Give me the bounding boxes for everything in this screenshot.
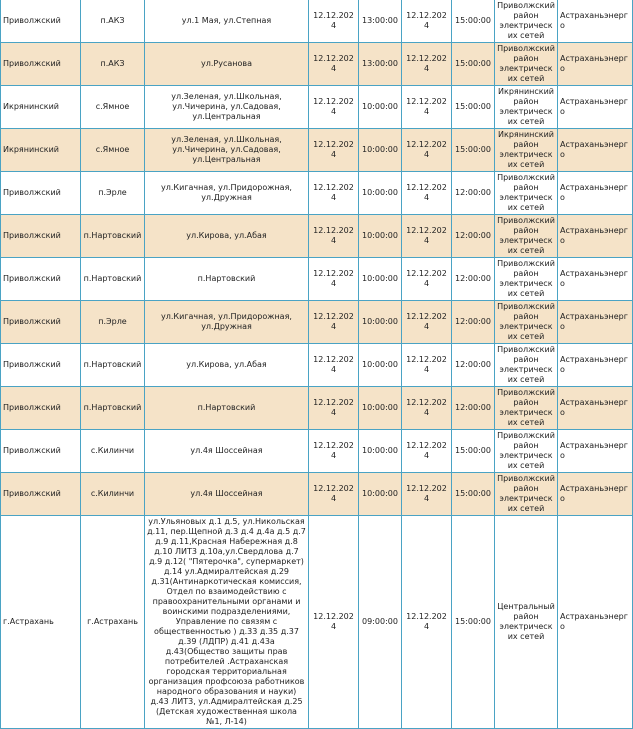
table-row (1, 301, 633, 344)
cell-district: Икрянинский (1, 129, 81, 172)
cell-date-end: 12.12.2024 (402, 172, 452, 215)
cell-company: Астраханьэнерго (558, 344, 633, 387)
cell-streets: ул.Русанова (145, 43, 309, 86)
cell-date-start: 12.12.2024 (309, 344, 359, 387)
cell-time-end: 15:00:00 (452, 129, 495, 172)
cell-time-start: 10:00:00 (359, 387, 402, 430)
cell-company: Астраханьэнерго (558, 43, 633, 86)
cell-time-start: 10:00:00 (359, 172, 402, 215)
cell-network: Приволжский район электрических сетей (495, 473, 558, 516)
cell-streets: ул.4я Шоссейная (145, 430, 309, 473)
cell-time-end: 15:00:00 (452, 0, 495, 43)
cell-network: Приволжский район электрических сетей (495, 258, 558, 301)
cell-company: Астраханьэнерго (558, 172, 633, 215)
cell-date-start: 12.12.2024 (309, 473, 359, 516)
cell-company: Астраханьэнерго (558, 215, 633, 258)
cell-streets: ул.Ульяновых д.1 д.5, ул.Никольская д.11, пер.Щепной д.3 д.4 д.4а д.5 д.7 д.9 д.11,Красная Набережная д.8 д.10 ЛИТ3 д.10а,ул.Свердлова д.7 д.9 д.12( "Пятерочка", супермаркет) д.14 ул.Адмиралтейская д.29 д.31(Антинаркотическая комиссия, Отдел по взаимодействию с правоохранительными органами и воинскими подразделениями, Управление по связям с общественностью ) д.33 д.35 д.37 д.39 (ЛДПР) д.41 д.43а д.43(Общество защиты прав потребителей .Астраханская городская территориальная организация профсоюза работников народного образования и науки) д.43 ЛИТ3, ул.Адмиралтейская д.25 (Детская художественная школа №1, Л-14) (145, 516, 309, 729)
cell-date-end: 12.12.2024 (402, 86, 452, 129)
table-row (1, 43, 633, 86)
cell-date-end: 12.12.2024 (402, 258, 452, 301)
cell-time-start: 13:00:00 (359, 43, 402, 86)
table-row (1, 430, 633, 473)
cell-date-end: 12.12.2024 (402, 516, 452, 729)
cell-company: Астраханьэнерго (558, 258, 633, 301)
cell-time-start: 10:00:00 (359, 344, 402, 387)
table-row (1, 129, 633, 172)
table-row (1, 516, 633, 729)
cell-company: Астраханьэнерго (558, 473, 633, 516)
cell-date-end: 12.12.2024 (402, 0, 452, 43)
cell-date-start: 12.12.2024 (309, 86, 359, 129)
cell-company: Астраханьэнерго (558, 129, 633, 172)
cell-district: Приволжский (1, 0, 81, 43)
cell-network: Приволжский район электрических сетей (495, 172, 558, 215)
cell-district: Приволжский (1, 430, 81, 473)
cell-settlement: п.АКЗ (81, 43, 145, 86)
cell-network: Икрянинский район электрических сетей (495, 129, 558, 172)
cell-time-start: 09:00:00 (359, 516, 402, 729)
cell-streets: ул.Кирова, ул.Абая (145, 344, 309, 387)
cell-streets: ул.Зеленая, ул.Школьная, ул.Чичерина, ул.Садовая, ул.Центральная (145, 129, 309, 172)
cell-streets: п.Нартовский (145, 387, 309, 430)
cell-streets: ул.Зеленая, ул.Школьная, ул.Чичерина, ул.Садовая, ул.Центральная (145, 86, 309, 129)
cell-time-start: 10:00:00 (359, 258, 402, 301)
cell-settlement: п.Эрле (81, 172, 145, 215)
cell-company: Астраханьэнерго (558, 0, 633, 43)
table-row (1, 86, 633, 129)
cell-date-end: 12.12.2024 (402, 387, 452, 430)
table-row (1, 0, 633, 43)
cell-time-end: 12:00:00 (452, 215, 495, 258)
cell-streets: ул.1 Мая, ул.Степная (145, 0, 309, 43)
cell-network: Приволжский район электрических сетей (495, 344, 558, 387)
cell-date-start: 12.12.2024 (309, 430, 359, 473)
cell-district: Приволжский (1, 473, 81, 516)
table-row (1, 344, 633, 387)
cell-time-start: 13:00:00 (359, 0, 402, 43)
cell-time-end: 12:00:00 (452, 301, 495, 344)
cell-settlement: п.Нартовский (81, 215, 145, 258)
cell-streets: п.Нартовский (145, 258, 309, 301)
cell-company: Астраханьэнерго (558, 301, 633, 344)
cell-date-start: 12.12.2024 (309, 258, 359, 301)
cell-time-end: 15:00:00 (452, 86, 495, 129)
cell-district: г.Астрахань (1, 516, 81, 729)
cell-settlement: г.Астрахань (81, 516, 145, 729)
cell-district: Приволжский (1, 172, 81, 215)
table-row (1, 473, 633, 516)
cell-time-end: 12:00:00 (452, 344, 495, 387)
cell-district: Приволжский (1, 301, 81, 344)
cell-time-start: 10:00:00 (359, 129, 402, 172)
cell-time-end: 15:00:00 (452, 516, 495, 729)
cell-network: Икрянинский район электрических сетей (495, 86, 558, 129)
cell-streets: ул.Кирова, ул.Абая (145, 215, 309, 258)
cell-time-start: 10:00:00 (359, 215, 402, 258)
cell-time-end: 15:00:00 (452, 43, 495, 86)
cell-settlement: п.Эрле (81, 301, 145, 344)
cell-time-start: 10:00:00 (359, 301, 402, 344)
cell-company: Астраханьэнерго (558, 387, 633, 430)
cell-settlement: п.Нартовский (81, 344, 145, 387)
cell-date-start: 12.12.2024 (309, 301, 359, 344)
cell-date-start: 12.12.2024 (309, 387, 359, 430)
cell-settlement: с.Ямное (81, 129, 145, 172)
table-row (1, 215, 633, 258)
cell-settlement: с.Килинчи (81, 430, 145, 473)
cell-settlement: п.АКЗ (81, 0, 145, 43)
cell-time-end: 15:00:00 (452, 430, 495, 473)
cell-time-end: 12:00:00 (452, 387, 495, 430)
cell-network: Приволжский район электрических сетей (495, 43, 558, 86)
cell-company: Астраханьэнерго (558, 430, 633, 473)
table-row (1, 172, 633, 215)
cell-district: Приволжский (1, 258, 81, 301)
cell-district: Приволжский (1, 387, 81, 430)
cell-district: Приволжский (1, 43, 81, 86)
cell-time-end: 12:00:00 (452, 172, 495, 215)
cell-company: Астраханьэнерго (558, 516, 633, 729)
cell-time-start: 10:00:00 (359, 86, 402, 129)
cell-company: Астраханьэнерго (558, 86, 633, 129)
cell-settlement: п.Нартовский (81, 258, 145, 301)
cell-date-start: 12.12.2024 (309, 0, 359, 43)
cell-time-start: 10:00:00 (359, 473, 402, 516)
cell-network: Приволжский район электрических сетей (495, 387, 558, 430)
cell-district: Икрянинский (1, 86, 81, 129)
cell-district: Приволжский (1, 344, 81, 387)
cell-date-end: 12.12.2024 (402, 430, 452, 473)
cell-district: Приволжский (1, 215, 81, 258)
cell-date-end: 12.12.2024 (402, 301, 452, 344)
cell-time-start: 10:00:00 (359, 430, 402, 473)
cell-date-start: 12.12.2024 (309, 172, 359, 215)
cell-streets: ул.Кигачная, ул.Придорожная, ул.Дружная (145, 301, 309, 344)
table-row (1, 387, 633, 430)
cell-date-end: 12.12.2024 (402, 215, 452, 258)
cell-date-start: 12.12.2024 (309, 43, 359, 86)
cell-settlement: с.Ямное (81, 86, 145, 129)
cell-time-end: 12:00:00 (452, 258, 495, 301)
cell-network: Приволжский район электрических сетей (495, 215, 558, 258)
cell-date-start: 12.12.2024 (309, 516, 359, 729)
cell-date-start: 12.12.2024 (309, 215, 359, 258)
table-body (1, 0, 633, 729)
cell-settlement: п.Нартовский (81, 387, 145, 430)
table-row (1, 258, 633, 301)
cell-date-start: 12.12.2024 (309, 129, 359, 172)
cell-date-end: 12.12.2024 (402, 129, 452, 172)
cell-date-end: 12.12.2024 (402, 344, 452, 387)
cell-date-end: 12.12.2024 (402, 473, 452, 516)
cell-streets: ул.Кигачная, ул.Придорожная, ул.Дружная (145, 172, 309, 215)
cell-settlement: с.Килинчи (81, 473, 145, 516)
cell-date-end: 12.12.2024 (402, 43, 452, 86)
cell-network: Приволжский район электрических сетей (495, 0, 558, 43)
cell-streets: ул.4я Шоссейная (145, 473, 309, 516)
cell-time-end: 15:00:00 (452, 473, 495, 516)
cell-network: Приволжский район электрических сетей (495, 301, 558, 344)
cell-network: Приволжский район электрических сетей (495, 430, 558, 473)
cell-network: Центральный район электрических сетей (495, 516, 558, 729)
